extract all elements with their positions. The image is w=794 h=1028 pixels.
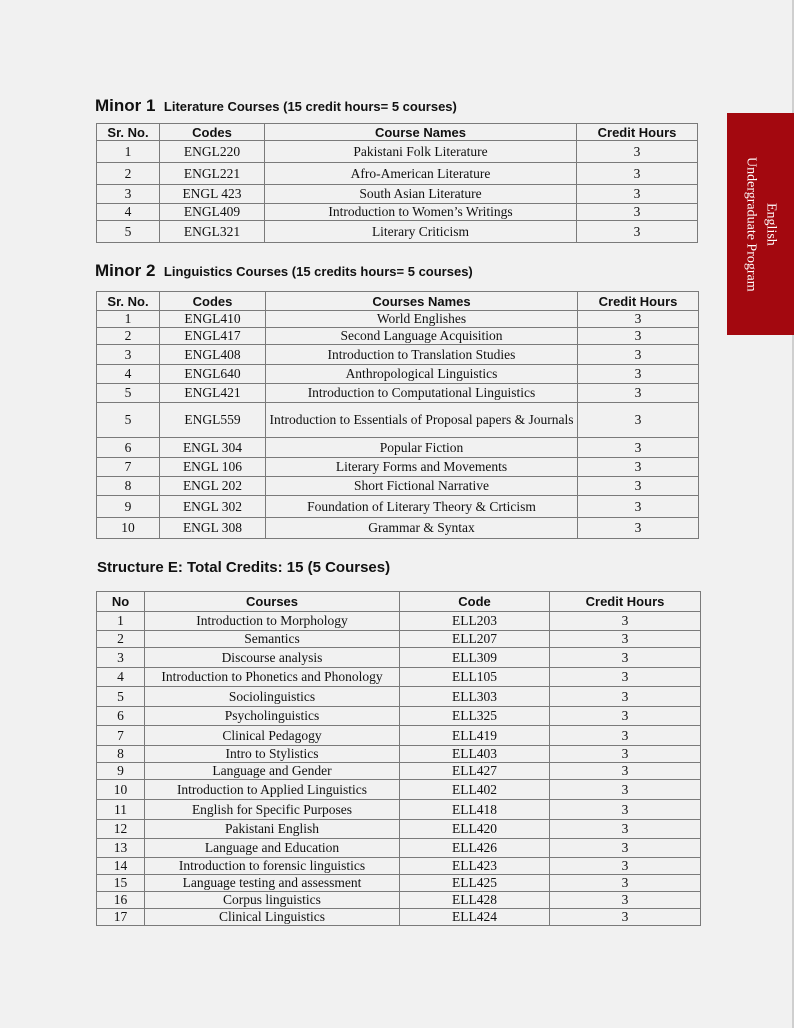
table-cell: World Englishes <box>266 311 578 328</box>
column-header: Courses <box>145 592 400 612</box>
table-cell: Foundation of Literary Theory & Crticism <box>266 496 578 518</box>
table-cell: English for Specific Purposes <box>145 800 400 820</box>
table-row <box>97 328 699 345</box>
table-cell: 3 <box>550 892 701 909</box>
table-cell: Introduction to Computational Linguistics <box>266 384 578 403</box>
table-cell: 3 <box>578 311 699 328</box>
table-cell: 3 <box>550 909 701 926</box>
table-cell: ELL325 <box>400 707 550 726</box>
table-cell: ELL426 <box>400 839 550 858</box>
table-cell: Clinical Pedagogy <box>145 726 400 746</box>
minor2-subtitle: Linguistics Courses (15 credits hours= 5 courses) <box>163 264 473 279</box>
table-cell: 3 <box>578 477 699 496</box>
table-cell: ENGL 423 <box>160 185 265 204</box>
table-row <box>97 185 698 204</box>
table-row <box>97 518 699 539</box>
table-cell: Language testing and assessment <box>145 875 400 892</box>
minor1-subtitle: Literature Courses (15 credit hours= 5 courses) <box>163 99 457 114</box>
table-cell: ELL402 <box>400 780 550 800</box>
column-header: Credit Hours <box>577 124 698 141</box>
table-cell: 3 <box>550 612 701 631</box>
table-cell: Introduction to Phonetics and Phonology <box>145 668 400 687</box>
table-cell: 7 <box>97 458 160 477</box>
side-tab <box>727 113 794 335</box>
table-cell: 4 <box>97 204 160 221</box>
table-cell: ENGL 106 <box>160 458 266 477</box>
table-cell: 9 <box>97 763 145 780</box>
table-cell: 4 <box>97 668 145 687</box>
table-row <box>97 892 701 909</box>
table-cell: 2 <box>97 163 160 185</box>
table-cell: Semantics <box>145 631 400 648</box>
table-cell: 3 <box>97 345 160 365</box>
side-tab-label <box>741 157 781 292</box>
table-cell: 5 <box>97 221 160 243</box>
table-cell: 3 <box>550 800 701 820</box>
structure-e-heading <box>97 559 390 577</box>
table-cell: 10 <box>97 780 145 800</box>
table-cell: 13 <box>97 839 145 858</box>
table-cell: 3 <box>550 726 701 746</box>
table-row <box>97 839 701 858</box>
table-row <box>97 648 701 668</box>
table-cell: 3 <box>550 668 701 687</box>
table-cell: 5 <box>97 384 160 403</box>
table-cell: 3 <box>550 839 701 858</box>
table-cell: 3 <box>550 631 701 648</box>
table-cell: 1 <box>97 311 160 328</box>
table-header-row <box>97 124 698 141</box>
table-cell: Sociolinguistics <box>145 687 400 707</box>
table-cell: 8 <box>97 477 160 496</box>
table-cell: Introduction to Essentials of Proposal papers & Journals <box>266 403 578 438</box>
table-cell: ELL420 <box>400 820 550 839</box>
table-row <box>97 820 701 839</box>
table-cell: 3 <box>577 204 698 221</box>
minor2-title: Minor 2 <box>95 261 156 280</box>
table-cell: South Asian Literature <box>265 185 577 204</box>
table-cell: ENGL409 <box>160 204 265 221</box>
table-row <box>97 384 699 403</box>
table-cell: ENGL408 <box>160 345 266 365</box>
table-cell: 5 <box>97 403 160 438</box>
table-cell: ELL207 <box>400 631 550 648</box>
structure-e-title: Structure E: Total Credits: 15 (5 Courses) <box>97 559 391 576</box>
column-header: Credit Hours <box>578 292 699 311</box>
table-cell: 8 <box>97 746 145 763</box>
table-cell: Clinical Linguistics <box>145 909 400 926</box>
table-cell: 3 <box>578 365 699 384</box>
column-header: Sr. No. <box>97 124 160 141</box>
table-cell: ENGL417 <box>160 328 266 345</box>
table-cell: 3 <box>550 687 701 707</box>
table-cell: ELL105 <box>400 668 550 687</box>
side-tab-line1: English <box>763 202 779 246</box>
table-cell: Grammar & Syntax <box>266 518 578 539</box>
table-cell: ELL419 <box>400 726 550 746</box>
table-cell: 1 <box>97 141 160 163</box>
table-row <box>97 909 701 926</box>
table-row <box>97 763 701 780</box>
table-row <box>97 780 701 800</box>
table-cell: 4 <box>97 365 160 384</box>
column-header: Course Names <box>265 124 577 141</box>
table-header-row <box>97 592 701 612</box>
table-cell: ELL428 <box>400 892 550 909</box>
table-cell: 7 <box>97 726 145 746</box>
table-row <box>97 612 701 631</box>
table-cell: ENGL640 <box>160 365 266 384</box>
table-row <box>97 858 701 875</box>
column-header: Code <box>400 592 550 612</box>
table-cell: ELL424 <box>400 909 550 926</box>
table-cell: Literary Forms and Movements <box>266 458 578 477</box>
table-row <box>97 311 699 328</box>
table-cell: 3 <box>578 345 699 365</box>
column-header: Courses Names <box>266 292 578 311</box>
table-cell: 17 <box>97 909 145 926</box>
table-cell: 3 <box>577 141 698 163</box>
table-cell: Anthropological Linguistics <box>266 365 578 384</box>
column-header: Codes <box>160 124 265 141</box>
table-row <box>97 477 699 496</box>
table-cell: 3 <box>578 384 699 403</box>
table-cell: ENGL559 <box>160 403 266 438</box>
table-cell: 3 <box>577 185 698 204</box>
table-cell: 3 <box>550 820 701 839</box>
minor1-heading <box>95 96 457 116</box>
table-cell: Introduction to Translation Studies <box>266 345 578 365</box>
table-cell: ELL423 <box>400 858 550 875</box>
table-cell: 12 <box>97 820 145 839</box>
table-cell: ENGL 308 <box>160 518 266 539</box>
table-cell: Pakistani Folk Literature <box>265 141 577 163</box>
table-row <box>97 800 701 820</box>
table-cell: 3 <box>550 780 701 800</box>
table-cell: Introduction to forensic linguistics <box>145 858 400 875</box>
table-row <box>97 707 701 726</box>
table-row <box>97 141 698 163</box>
table-cell: 3 <box>577 221 698 243</box>
table-cell: Short Fictional Narrative <box>266 477 578 496</box>
table-cell: ENGL220 <box>160 141 265 163</box>
table-cell: Language and Gender <box>145 763 400 780</box>
table-cell: 2 <box>97 328 160 345</box>
table-cell: 3 <box>578 438 699 458</box>
column-header: Credit Hours <box>550 592 701 612</box>
table-cell: ENGL321 <box>160 221 265 243</box>
structure-e-table <box>96 591 701 926</box>
table-cell: 11 <box>97 800 145 820</box>
table-cell: 3 <box>97 648 145 668</box>
table-cell: Corpus linguistics <box>145 892 400 909</box>
table-cell: 1 <box>97 612 145 631</box>
table-cell: 3 <box>578 328 699 345</box>
table-cell: 3 <box>550 875 701 892</box>
column-header: Sr. No. <box>97 292 160 311</box>
column-header: No <box>97 592 145 612</box>
minor2-heading <box>95 261 473 281</box>
table-cell: Second Language Acquisition <box>266 328 578 345</box>
table-cell: ELL427 <box>400 763 550 780</box>
side-tab-line2: Undergraduate Program <box>743 156 759 292</box>
table-row <box>97 365 699 384</box>
table-cell: 10 <box>97 518 160 539</box>
table-cell: 3 <box>550 763 701 780</box>
table-cell: 3 <box>550 858 701 875</box>
table-cell: Popular Fiction <box>266 438 578 458</box>
table-cell: Introduction to Applied Linguistics <box>145 780 400 800</box>
table-cell: 3 <box>550 707 701 726</box>
table-row <box>97 746 701 763</box>
table-cell: Psycholinguistics <box>145 707 400 726</box>
table-cell: 15 <box>97 875 145 892</box>
table-row <box>97 631 701 648</box>
table-cell: Discourse analysis <box>145 648 400 668</box>
column-header: Codes <box>160 292 266 311</box>
table-cell: ELL418 <box>400 800 550 820</box>
table-cell: Intro to Stylistics <box>145 746 400 763</box>
table-cell: 3 <box>578 403 699 438</box>
table-cell: ELL425 <box>400 875 550 892</box>
table-cell: 6 <box>97 707 145 726</box>
table-cell: Pakistani English <box>145 820 400 839</box>
table-row <box>97 204 698 221</box>
table-cell: ENGL 202 <box>160 477 266 496</box>
table-cell: ELL303 <box>400 687 550 707</box>
table-cell: 14 <box>97 858 145 875</box>
table-row <box>97 458 699 477</box>
table-cell: 3 <box>578 458 699 477</box>
table-row <box>97 687 701 707</box>
table-row <box>97 221 698 243</box>
table-cell: ELL203 <box>400 612 550 631</box>
table-cell: 3 <box>578 496 699 518</box>
table-row <box>97 726 701 746</box>
table-cell: ELL309 <box>400 648 550 668</box>
table-cell: 5 <box>97 687 145 707</box>
table-cell: Introduction to Women’s Writings <box>265 204 577 221</box>
table-cell: Introduction to Morphology <box>145 612 400 631</box>
table-row <box>97 403 699 438</box>
table-row <box>97 496 699 518</box>
table-cell: Literary Criticism <box>265 221 577 243</box>
table-cell: 3 <box>550 648 701 668</box>
minor1-table <box>96 123 698 243</box>
table-cell: ENGL421 <box>160 384 266 403</box>
table-row <box>97 345 699 365</box>
table-cell: ENGL410 <box>160 311 266 328</box>
minor2-table <box>96 291 699 539</box>
table-header-row <box>97 292 699 311</box>
table-row <box>97 668 701 687</box>
table-cell: ELL403 <box>400 746 550 763</box>
table-cell: ENGL221 <box>160 163 265 185</box>
table-cell: 3 <box>97 185 160 204</box>
minor1-title: Minor 1 <box>95 96 156 115</box>
table-cell: ENGL 302 <box>160 496 266 518</box>
table-cell: 6 <box>97 438 160 458</box>
table-cell: 3 <box>550 746 701 763</box>
table-cell: Afro-American Literature <box>265 163 577 185</box>
table-cell: 2 <box>97 631 145 648</box>
table-row <box>97 875 701 892</box>
table-cell: 9 <box>97 496 160 518</box>
table-cell: ENGL 304 <box>160 438 266 458</box>
table-row <box>97 438 699 458</box>
table-cell: Language and Education <box>145 839 400 858</box>
table-cell: 3 <box>578 518 699 539</box>
table-cell: 16 <box>97 892 145 909</box>
table-row <box>97 163 698 185</box>
table-cell: 3 <box>577 163 698 185</box>
